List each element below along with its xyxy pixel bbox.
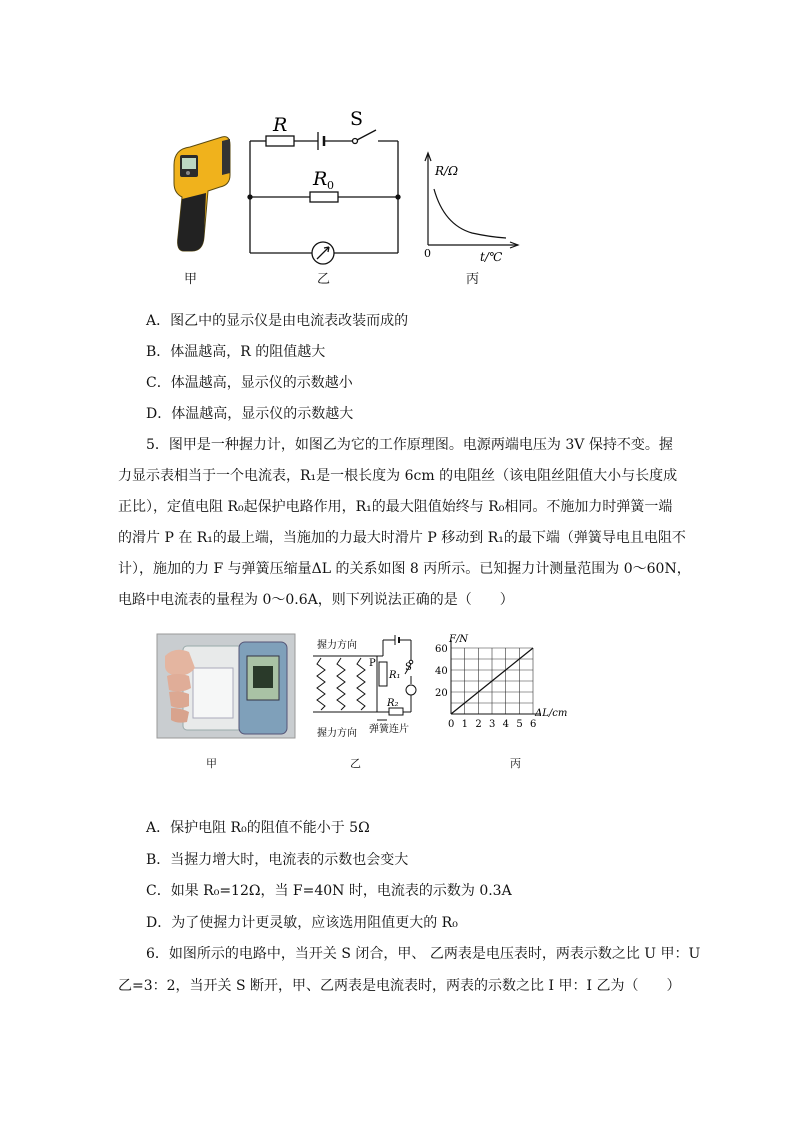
graph-origin: 0 (424, 247, 431, 260)
caption-figure2-a: 甲 (206, 757, 217, 770)
q6-line-1: 6．如图所示的电路中，当开关 S 闭合，甲、 乙两表是电压表时，两表示数之比 U 甲：U (146, 946, 701, 962)
q5-stem-line-4: 的滑片 P 在 R₁的最上端，当施加的力最大时滑片 P 移动到 R₁的最下端（弹簧导电且电阻不 (118, 530, 686, 546)
caption-figure-a: 甲 (184, 272, 198, 287)
graph-ylabel: R/Ω (435, 164, 459, 178)
infrared-thermometer-image (174, 137, 230, 251)
label-force-top: 握力方向 (317, 640, 357, 651)
q5-stem-line-1: 5．图甲是一种握力计，如图乙为它的工作原理图。电源两端电压为 3V 保持不变。握 (146, 437, 673, 453)
label-R0: R (313, 168, 328, 190)
label-P: P (369, 658, 376, 669)
label-switch-S: S (405, 662, 412, 673)
graph-xlabel: t/℃ (480, 250, 503, 264)
q6-line-2: 乙=3：2，当开关 S 断开，甲、乙两表是电流表时，两表的示数之比 I 甲：I 乙为（ ） (118, 978, 681, 994)
x-tick-label: 6 (530, 719, 537, 730)
label-R0-subscript: 0 (327, 179, 334, 192)
q5-option-b: B．当握力增大时，电流表的示数也会变大 (146, 852, 409, 868)
q4-option-b: B．体温越高，R 的阻值越大 (146, 344, 326, 360)
q5-option-a: A．保护电阻 R₀的阻值不能小于 5Ω (146, 820, 370, 836)
caption-figure2-b: 乙 (350, 757, 361, 770)
q5-option-d: D．为了使握力计更灵敏，应该选用阻值更大的 R₀ (146, 915, 458, 931)
x-tick-label: 3 (489, 719, 496, 730)
q4-option-c: C．体温越高，显示仪的示数越小 (146, 375, 353, 391)
label-force-bottom: 握力方向 (317, 728, 357, 739)
q5-option-c: C．如果 R₀=12Ω，当 F=40N 时，电流表的示数为 0.3A (146, 883, 512, 899)
label-R: R (273, 114, 288, 136)
force-compression-chart (435, 640, 541, 730)
figure-1-drawing (160, 105, 540, 295)
q4-option-a: A．图乙中的显示仪是由电流表改装而成的 (146, 313, 409, 329)
grip-meter-image (157, 634, 295, 738)
chart-xlabel: ΔL/cm (535, 708, 568, 719)
q5-stem-line-5: 计），施加的力 F 与弹簧压缩量ΔL 的关系如图 8 丙所示。已知握力计测量范围为 0～60N， (118, 561, 691, 577)
label-spring: 弹簧连片 (369, 724, 409, 735)
y-tick-label: 40 (435, 666, 448, 677)
y-tick-label: 60 (435, 644, 448, 655)
label-S: S (350, 108, 364, 130)
x-tick-label: 2 (475, 719, 482, 730)
caption-figure-b: 乙 (317, 272, 331, 287)
x-tick-label: 0 (448, 719, 455, 730)
figure-2 (155, 632, 575, 744)
figure-1 (160, 105, 540, 295)
chart-ylabel: F/N (449, 634, 469, 645)
caption-figure-c: 丙 (466, 272, 480, 287)
label-R2: R₂ (387, 698, 399, 709)
y-tick-label: 20 (435, 688, 448, 699)
q5-stem-line-3: 正比），定值电阻 R₀起保护电路作用，R₁的最大阻值始终与 R₀相同。不施加力时弹簧一端 (118, 499, 673, 515)
figure-2-drawing (155, 632, 575, 744)
q5-stem-line-2: 力显示表相当于一个电流表，R₁是一根长度为 6cm 的电阻丝（该电阻丝阻值大小与长度成 (118, 468, 678, 484)
circuit-diagram (248, 130, 400, 264)
q5-stem-line-6: 电路中电流表的量程为 0～0.6A，则下列说法正确的是（ ） (118, 592, 514, 608)
x-tick-label: 5 (516, 719, 523, 730)
x-tick-label: 1 (461, 719, 469, 730)
q4-option-d: D．体温越高，显示仪的示数越大 (146, 406, 354, 422)
x-tick-label: 4 (502, 719, 510, 730)
caption-figure2-c: 丙 (510, 757, 521, 770)
label-R1: R₁ (389, 670, 401, 681)
